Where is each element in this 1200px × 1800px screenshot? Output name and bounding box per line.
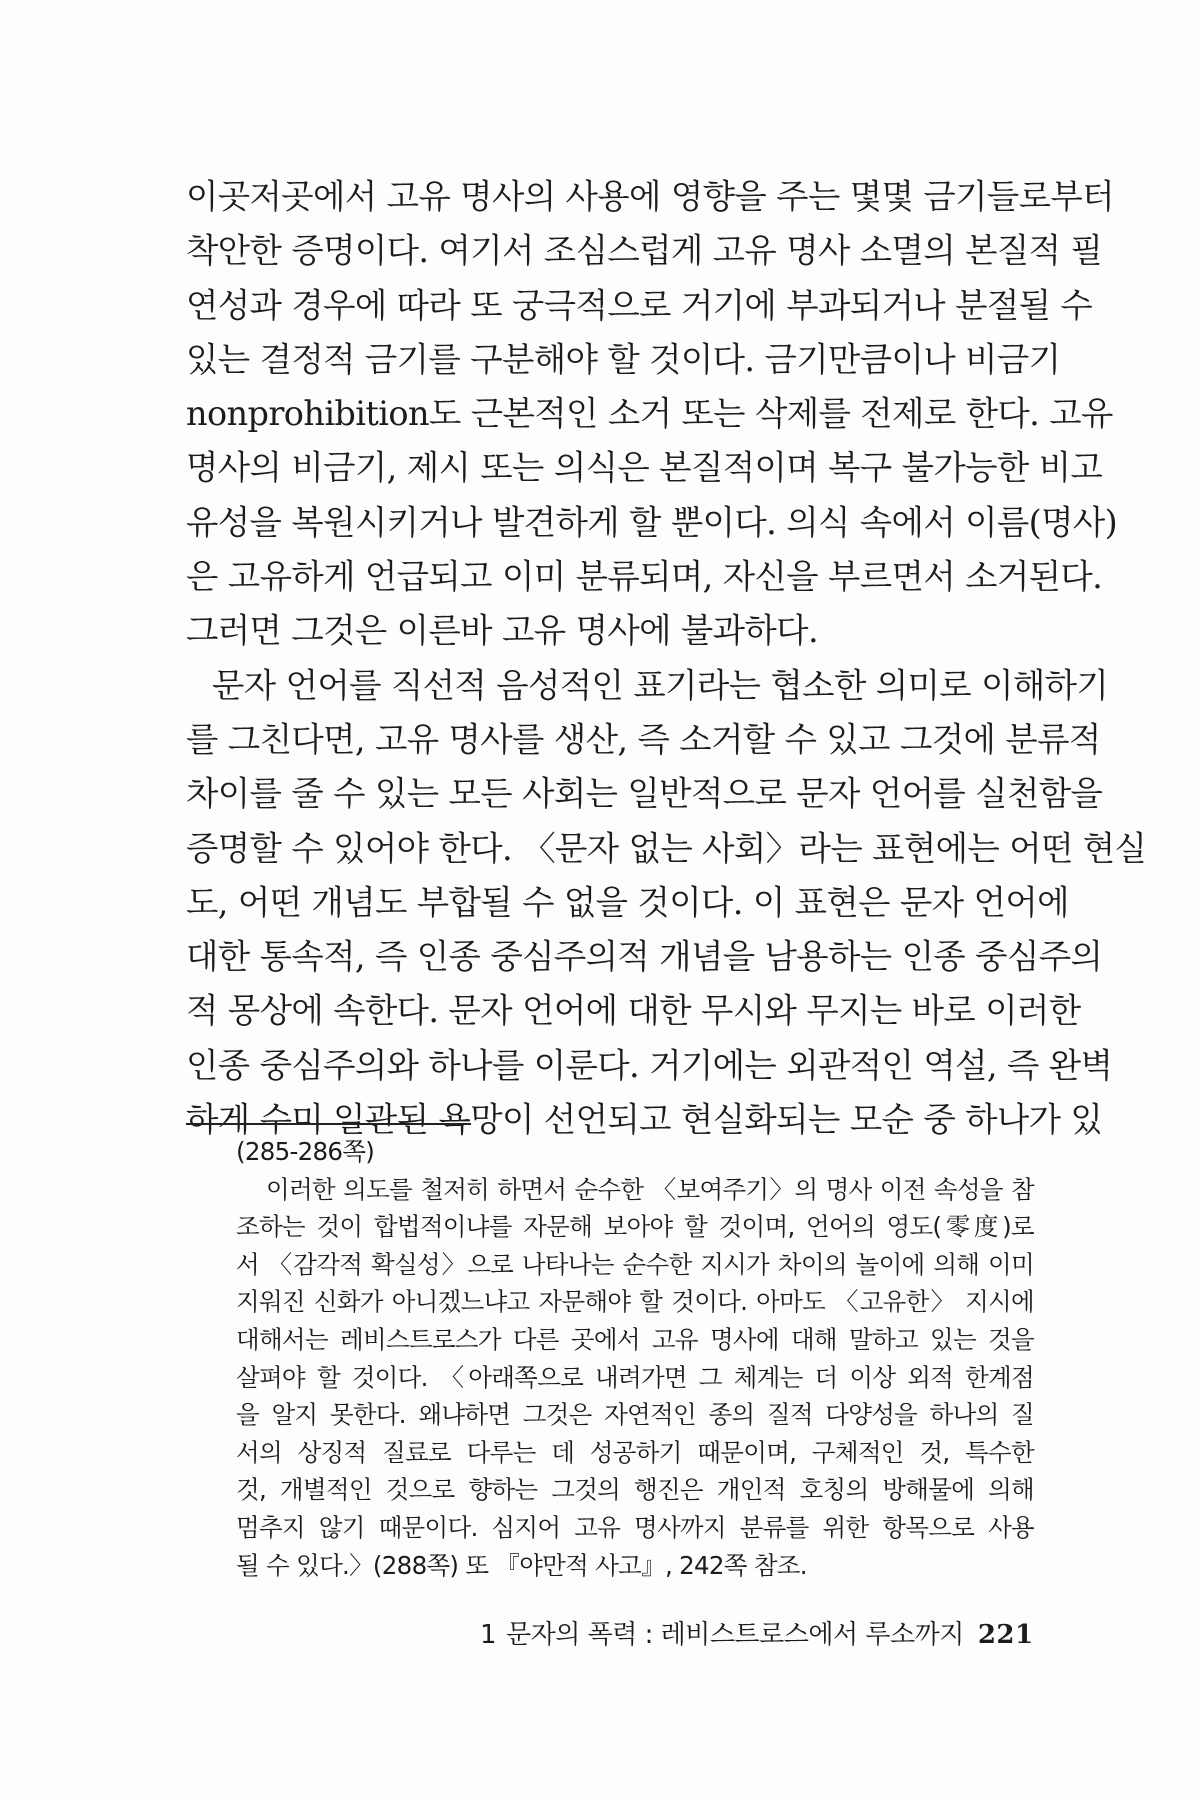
footnote-line: 것, 개별적인 것으로 향하는 그것의 행진은 개인적 호칭의 방해물에 의해 (236, 1475, 1034, 1505)
body-line: 유성을 복원시키거나 발견하게 할 뿐이다. 의식 속에서 이름(명사) (186, 502, 1118, 542)
body-line-paragraph-start: 문자 언어를 직선적 음성적인 표기라는 협소한 의미로 이해하기 (212, 665, 1109, 705)
footnote-line: 서의 상징적 질료로 다루는 데 성공하기 때문이며, 구체적인 것, 특수한 (236, 1437, 1034, 1467)
footnote-block (186, 1133, 1034, 1584)
body-line: 증명할 수 있어야 한다. 〈문자 없는 사회〉라는 표현에는 어떤 현실 (186, 828, 1147, 868)
footnote-line: 살펴야 할 것이다. 〈아래쪽으로 내려가면 그 체계는 더 이상 외적 한계점 (236, 1362, 1034, 1392)
footnote-line: 될 수 있다.〉(288쪽) 또 『야만적 사고』, 242쪽 참조. (236, 1550, 807, 1580)
body-line: nonprohibition도 근본적인 소거 또는 삭제를 전제로 한다. 고유 (186, 394, 1113, 434)
body-line: 차이를 줄 수 있는 모든 사회는 일반적으로 문자 언어를 실천함을 (186, 774, 1103, 814)
footnote-line: 지워진 신화가 아니겠느냐고 자문해야 할 것이다. 아마도 〈고유한〉 지시에 (236, 1287, 1034, 1317)
body-line: 은 고유하게 언급되고 이미 분류되며, 자신을 부르면서 소거된다. (186, 557, 1103, 597)
footnote-line: 이러한 의도를 철저히 하면서 순수한 〈보여주기〉의 명사 이전 속성을 참 (266, 1174, 1034, 1204)
body-line: 인종 중심주의와 하나를 이룬다. 거기에는 외관적인 역설, 즉 완벽 (186, 1045, 1113, 1085)
body-line: 적 몽상에 속한다. 문자 언어에 대한 무시와 무지는 바로 이러한 (186, 991, 1081, 1031)
body-line: 착안한 증명이다. 여기서 조심스럽게 고유 명사 소멸의 본질적 필 (186, 231, 1103, 271)
footnote-reference: (285-286쪽) (236, 1137, 375, 1166)
body-line: 하게 수미 일관된 욕망이 선언되고 현실화되는 모순 중 하나가 있 (186, 1100, 1103, 1140)
body-line: 있는 결정적 금기를 구분해야 할 것이다. 금기만큼이나 비금기 (186, 339, 1061, 379)
running-footer (480, 1615, 1034, 1655)
footnote-line: 조하는 것이 합법적이냐를 자문해 보아야 할 것이며, 언어의 영도(零度)로 (236, 1212, 1034, 1242)
footnote-line: 서 〈감각적 확실성〉으로 나타나는 순수한 지시가 차이의 놀이에 의해 이미 (236, 1249, 1034, 1279)
main-body-text (186, 170, 1147, 1147)
footnote-line: 대해서는 레비스트로스가 다른 곳에서 고유 명사에 대해 말하고 있는 것을 (236, 1324, 1034, 1354)
body-line: 연성과 경우에 따라 또 궁극적으로 거기에 부과되거나 분절될 수 (186, 285, 1093, 325)
footnote-line: 멈추지 않기 때문이다. 심지어 고유 명사까지 분류를 위한 항목으로 사용 (236, 1512, 1034, 1542)
chapter-title: 문자의 폭력 : 레비스트로스에서 루소까지 (506, 1620, 964, 1650)
body-line: 이곳저곳에서 고유 명사의 사용에 영향을 주는 몇몇 금기들로부터 (186, 177, 1114, 216)
body-line: 도, 어떤 개념도 부합될 수 없을 것이다. 이 표현은 문자 언어에 (186, 882, 1069, 922)
page-number: 221 (977, 1620, 1034, 1650)
chapter-number: 1 (480, 1620, 497, 1650)
footnote-divider (186, 1123, 471, 1125)
body-line: 그러면 그것은 이른바 고유 명사에 불과하다. (186, 611, 818, 651)
body-line: 를 그친다면, 고유 명사를 생산, 즉 소거할 수 있고 그것에 분류적 (186, 719, 1101, 759)
body-line: 명사의 비금기, 제시 또는 의식은 본질적이며 복구 불가능한 비고 (186, 448, 1103, 488)
body-line: 대한 통속적, 즉 인종 중심주의적 개념을 남용하는 인종 중심주의 (186, 937, 1103, 977)
footnote-line: 을 알지 못한다. 왜냐하면 그것은 자연적인 종의 질적 다양성을 하나의 질 (236, 1400, 1034, 1430)
